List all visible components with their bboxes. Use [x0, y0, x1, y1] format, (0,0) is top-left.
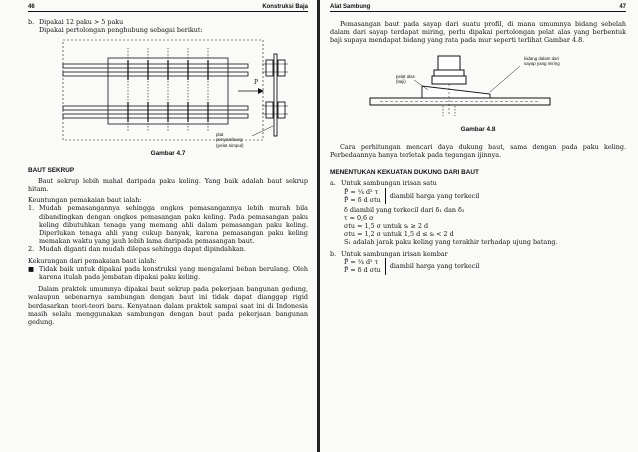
left-page-number: 46	[28, 4, 35, 10]
advantages-title: Keuntungan pemakaian baut ialah:	[28, 196, 142, 205]
advantage-item-number: 1.	[28, 204, 35, 213]
case-b-title: Untuk sambungan irisan kembar	[341, 250, 448, 259]
right-page-header	[330, 4, 626, 12]
figure-4-7	[48, 36, 308, 148]
disadvantage-item-text: Tidak baik untuk dipakai pada konstruksi yang mengalami beban berulang. Oleh karena itulah pada jembatan dipakai paku keling.	[39, 265, 308, 282]
figure-label-plat: plat	[216, 132, 224, 138]
pelat-alas-paragraph: Pemasangan baut pada sayap dari suatu profil, di mana umumnya bidang sebelah dalam dari sayap terdapat miring, perlu dipakai pertolongan pelat alas yang berbentuk baji supaya mendapat bidang yang rata pada mur seperti terlihat Gambar 4.8.	[330, 20, 626, 45]
figure-label-pelat-simpul: (pelat simpul)	[216, 142, 244, 148]
figure-4-8-drawing	[340, 50, 630, 120]
item-b-number: b.	[28, 18, 35, 26]
figure-label-bidang-1: bidang dalam dari	[524, 56, 559, 62]
left-page	[0, 0, 318, 452]
sigma-line-1: σtu = 1,5 σ untuk sᵢ ≥ 2 d	[344, 221, 429, 230]
practice-paragraph: Dalam praktek umumnya dipakai baut sekrup pada pekerjaan bangunan gedung, walaupun sebenarnya sambungan dengan baut ini tidak dapat dianggap rigid berdasarkan teori-teori baru. Kenyataan dalam praktek sampai saat ini di Indonesia masih selalu menggunakan sambungan dengan baut pada pekerjaan bangunan gedung.	[28, 285, 308, 326]
item-b	[28, 18, 308, 34]
case-a-title: Untuk sambungan irisan satu	[341, 179, 437, 188]
baut-sekrup-paragraph: Baut sekrup lebih mahal daripada paku keling. Yang baik adalah baut sekrup hitam.	[28, 177, 308, 194]
figure-label-penyambung: penyambung	[216, 137, 243, 143]
advantage-item-text: Mudah diganti dan mudah dilepas sehingga dapat dipindahkan.	[39, 244, 246, 253]
figure-label-bidang-2: sayap yang miring	[524, 61, 560, 67]
case-b-equation-2: P̄ = δ d σtu	[344, 266, 381, 275]
case-b-formulas	[330, 258, 626, 274]
item-b-line1: Dipakai 12 paku > 5 paku	[39, 18, 124, 26]
case-a-equation-1: P̄ = ¼ d² τ	[344, 187, 379, 196]
figure-label-pelat-1: pelat alas	[396, 74, 415, 80]
s1-note: S₁ adalah jarak paku keling yang terakhir terhadap ujung batang.	[344, 238, 558, 247]
figure-label-pelat-2: (baji)	[396, 79, 406, 85]
calculation-paragraph: Cara perhitungan mencari daya dukung baut, sama dengan pada paku keling. Perbedaannya hanya terletak pada tegangan ijinnya.	[330, 143, 626, 160]
case-a-equation-2: P̄ = δ d σtu	[344, 195, 381, 204]
delta-line: δ diambil yang terkecil dari δ₁ dan δ₂	[344, 205, 465, 214]
case-a-brace-note: diambil harga yang terkecil	[389, 191, 480, 200]
right-page-number: 47	[619, 4, 626, 10]
right-running-title: Alat Sambung	[330, 4, 371, 10]
figure-4-8-caption: Gambar 4.8	[460, 126, 496, 134]
tau-line: τ = 0,6 σ	[344, 213, 374, 222]
figure-4-8	[340, 50, 626, 120]
disadvantages-title: Kekurangan dari pemakaian baut ialah:	[28, 257, 157, 266]
disadvantage-bullet: ■	[28, 265, 35, 274]
case-b-label: b.	[330, 250, 337, 259]
left-running-title: Konstruksi Baja	[262, 4, 308, 10]
case-a-formulas	[330, 188, 626, 204]
sigma-line-2: σtu = 1,2 σ untuk 1,5 d ≤ sᵢ < 2 d	[344, 230, 454, 239]
strength-heading: MENENTUKAN KEKUATAN DUKUNG DARI BAUT	[330, 169, 479, 177]
case-b-equation-1: P̄ = ¼ d² τ	[344, 258, 379, 267]
figure-label-p: P	[254, 79, 259, 87]
advantage-item	[28, 204, 308, 244]
case-a	[330, 179, 626, 187]
case-b-brace-note: diambil harga yang terkecil	[389, 262, 480, 271]
case-a-label: a.	[330, 179, 336, 188]
figure-4-7-drawing	[48, 36, 288, 144]
disadvantage-item	[28, 265, 308, 281]
advantage-item-text: Mudah pemasangannya sehingga ongkos pemasangannya lebih murah bila dibandingkan dengan ongkos pemasangan paku keling. Pada pemasangan paku keling dibutuhkan tenaga yang memang ahli dalam pemasangan paku keling. Diperlukan tenaga ahli yang cukup banyak, karena pemasangan paku keling memakan waktu yang jauh lebih lama daripada pemasangan baut.	[39, 204, 308, 245]
advantage-item-number: 2.	[28, 244, 35, 253]
right-page	[320, 0, 638, 452]
left-page-header	[28, 4, 308, 12]
advantage-item	[28, 245, 308, 253]
figure-4-7-caption: Gambar 4.7	[150, 150, 186, 158]
baut-sekrup-heading: BAUT SEKRUP	[28, 167, 75, 175]
item-b-line2: Dipakai pertolongan penghubung sebagai berikut:	[39, 26, 203, 35]
